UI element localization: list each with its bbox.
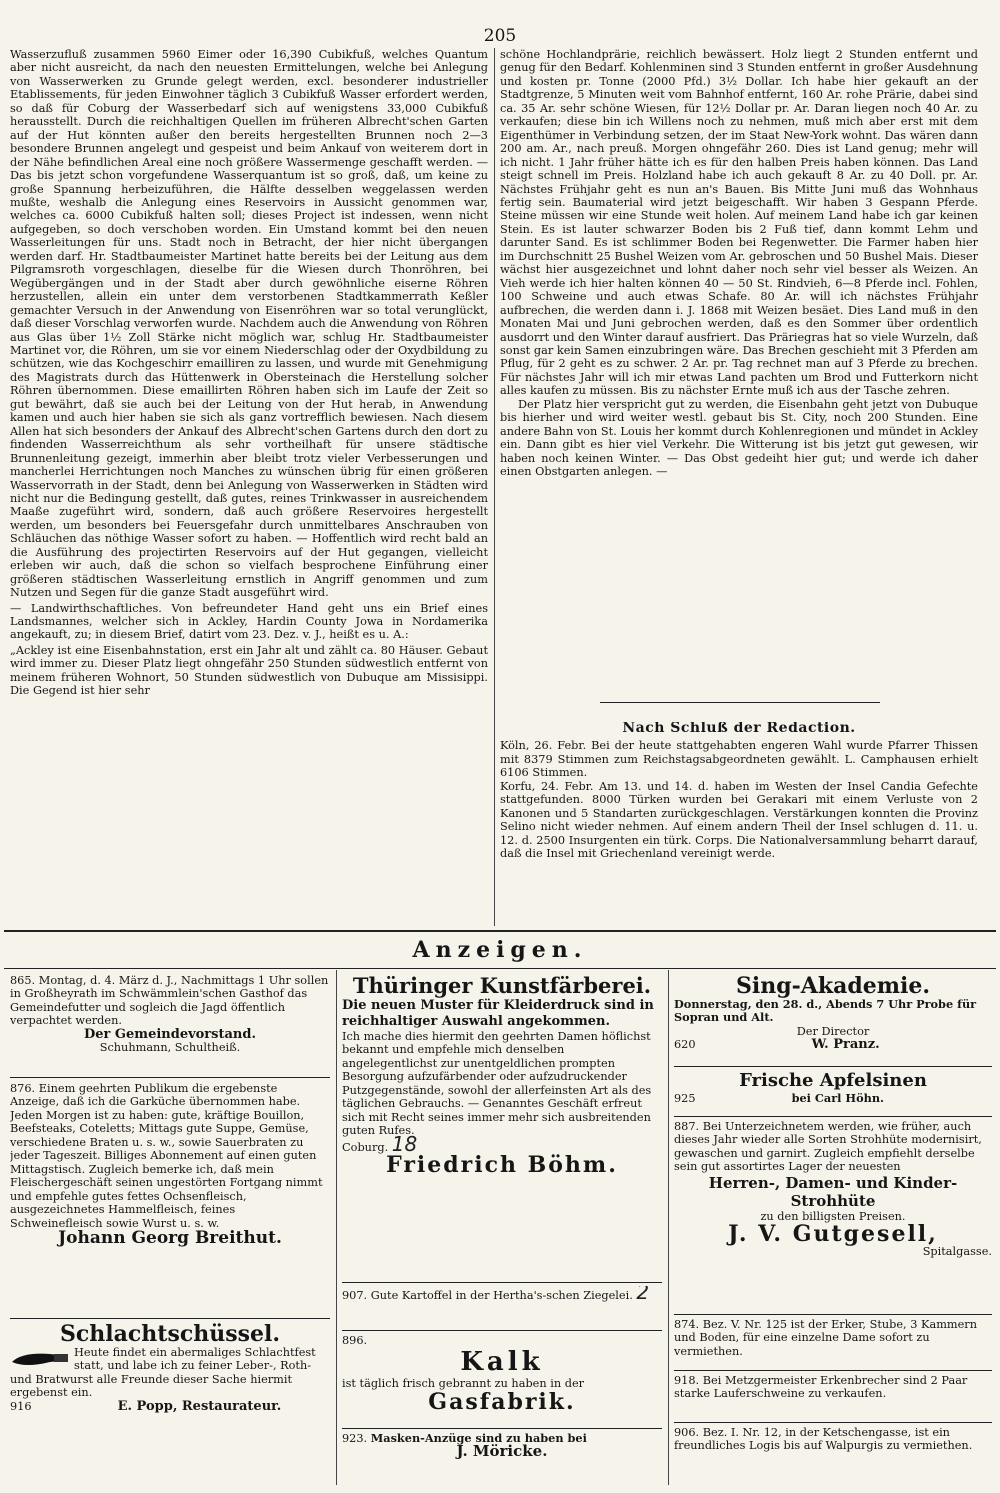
- ad-title: Frische Apfelsinen: [739, 1070, 927, 1091]
- ad-separator: [674, 1370, 992, 1371]
- ad-906: [674, 1426, 992, 1486]
- ad-text: bei Carl Höhn.: [791, 1091, 884, 1105]
- ad-separator: [342, 1330, 662, 1331]
- ad-separator: [674, 1314, 992, 1315]
- ad-title: Thüringer Kunstfärberei.: [352, 974, 652, 998]
- ad-text: Bei Metzgermeister Erkenbrecher sind 2 Paar starke Lauferschweine zu verkaufen.: [674, 1374, 968, 1401]
- ad-text: Ich mache dies hiermit den geehrten Damen höflichst bekannt und empfehle mich denselben angelegentlichst zur unentgeldlichen prompten Besorgung aufzufärbender oder aufzudruckender Putzgegenstände, sowohl der allerfeinsten Art als des täglichen Gebrauchs. — Genanntes Geschäft erfreut sich mit Recht seines immer mehr sich ausbreitenden guten Rufes.: [342, 1030, 652, 1138]
- knife-illustration-icon: [10, 1346, 70, 1372]
- ad-signer: Der Gemeindevorstand.: [84, 1026, 256, 1042]
- letter-ending: Der Platz hier verspricht gut zu werden, die Eisenbahn geht jetzt von Dubuque bis hierher und wird weiter westl. gebaut bis St. City, noch 200 Stunden. Eine andere Bahn von St. Louis her kommt durch Kohlenregionen und mündet in Ackley ein. Dann gibt es hier viel Verkehr. Die Witterung ist bis jetzt gut gewesen, wir haben noch keinen Winter. — Das Obst gedeiht hier gut; und werde ich daher einen Obstgarten anlegen. —: [500, 397, 978, 479]
- ad-876: [10, 1082, 330, 1314]
- ad-887: [674, 1120, 992, 1312]
- ad-text: Bez. I. Nr. 12, in der Ketschengasse, ist ein freundliches Logis bis auf Walpurgis zu vermiethen.: [674, 1426, 973, 1453]
- ad-sing-akademie: [674, 974, 992, 1066]
- ad-separator: [674, 1066, 992, 1067]
- ad-text: Donnerstag, den 28. d., Abends 7 Uhr Probe für Sopran und Alt.: [674, 997, 977, 1025]
- ad-signer: J. V. Gutgesell,: [728, 1221, 938, 1248]
- news-koeln: Köln, 26. Febr. Bei der heute stattgehabten engeren Wahl wurde Pfarrer Thissen mit 8379 Stimmen zum Reichstagsabgeordneten gewählt. L. Camphausen erhielt 6106 Stimmen.: [500, 739, 978, 780]
- ad-title: Schlachtschüssel.: [60, 1322, 280, 1347]
- ad-number: 896.: [342, 1334, 368, 1347]
- redaction-section: [500, 722, 978, 926]
- ads-heading: Anzeigen.: [412, 937, 588, 963]
- article-column-left: [10, 48, 488, 924]
- ad-signer: Johann Georg Breithut.: [58, 1227, 282, 1248]
- handwritten-number: 18: [391, 1131, 418, 1156]
- ad-text: Bez. V. Nr. 125 ist der Erker, Stube, 3 Kammern und Boden, für eine einzelne Dame sofort zu vermiethen.: [674, 1318, 977, 1358]
- ad-lead: Die neuen Muster für Kleiderdruck sind in reichhaltiger Auswahl angekommen.: [342, 998, 654, 1029]
- ad-number: 925: [674, 1092, 696, 1105]
- ad-865: [10, 974, 330, 1074]
- ad-number: 876.: [10, 1082, 36, 1095]
- handwritten-number: 2: [636, 1286, 650, 1304]
- ad-number: 620: [674, 1038, 696, 1052]
- ad-faerberei: [342, 974, 662, 1284]
- ad-number: 923.: [342, 1432, 368, 1445]
- ad-separator: [10, 1318, 330, 1319]
- ad-separator: [674, 1116, 992, 1117]
- ad-text: Montag, d. 4. März d. J., Nachmittags 1 Uhr sollen in Großheyrath im Schwämmlein'schen Gasthof das Gemeindefutter und sogleich die Jagd öffentlich verpachtet werden.: [10, 974, 329, 1028]
- ad-signer: W. Pranz.: [811, 1037, 880, 1053]
- ad-text: Einem geehrten Publikum die ergebenste Anzeige, daß ich die Garküche übernommen habe. Jeden Morgen ist zu haben: gute, kräftige Bouillon, Beefsteaks, Coteletts; Mittags gute Suppe, Gemüse, verschiedene Braten u. s. w., sowie Sauerbraten zu jeder Tageszeit. Billiges Abonnement auf einen guten Mittagstisch. Zugleich bemerke ich, daß mein Fleischergeschäft seinen ungestörten Fortgang nimmt und empfehle gutes fettes Ochsenfleisch, ausgezeichnetes Hammelfleisch, feines Schweinefleisch sowie Wurst u. s. w.: [10, 1082, 323, 1230]
- ad-text: Bei Unterzeichnetem werden, wie früher, auch dieses Jahr wieder alle Sorten Strohhüte modernisirt, gewaschen und garnirt. Zugleich empfiehlt derselbe sein gut assortirtes Lager der neuesten: [674, 1120, 982, 1174]
- ad-number: 907.: [342, 1289, 368, 1302]
- ads-divider-left: [336, 970, 337, 1485]
- ad-place: Coburg.: [342, 1140, 389, 1154]
- ad-number: 865.: [10, 974, 36, 987]
- ad-number: 906.: [674, 1426, 700, 1439]
- ad-signer: J. Möricke.: [456, 1442, 548, 1461]
- ad-separator: [342, 1428, 662, 1429]
- redaction-heading: Nach Schluß der Redaction.: [622, 722, 856, 736]
- ad-text: Gute Kartoffel in der Hertha's-schen Ziegelei.: [370, 1289, 633, 1302]
- ad-text-2: zu den billigsten Preisen.: [760, 1209, 906, 1223]
- letter-continuation: schöne Hochlandprärie, reichlich bewässert. Holz liegt 2 Stunden entfernt und genug für den Bedarf. Kohlenminen sind 3 Stunden entfernt in großer Ausdehnung und kosten pr. Tonne (2000 Pfd.) 3½ Dollar. Ich habe hier gekauft an der Stadtgrenze, 5 Minuten weit vom Bahnhof entfernt, 160 Ar. rohe Prärie, dabei sind ca. 35 Ar. sehr schöne Wiesen, für 12½ Dollar pr. Ar. Daran liegen noch 40 Ar. zu verkaufen; diese bin ich Willens noch zu nehmen, muß mich aber erst mit dem Eigenthümer in Verbindung setzen, der im Staat New-York wohnt. Das wären dann 200 am. Ar., nach preuß. Morgen ohngefähr 260. Dies ist Land genug; mehr will ich nicht. 1 Jahr früher hätte ich es für den halben Preis haben können. Das Land steigt schnell im Preis. Holzland habe ich auch gekauft 8 Ar. zu 40 Doll. pr. Ar. Nächstes Frühjahr geht es nun an's Bauen. Bis Mitte Juni muß das Wohnhaus fertig sein. Baumaterial wird jetzt beigeschafft. Wir haben 3 Gespann Pferde. Steine müssen wir eine Stunde weit holen. Auf meinem Land habe ich gar keinen Stein. Es ist lauter schwarzer Boden bis 2 Fuß tief, dann kommt Lehm und darunter Sand. Es ist schlimmer Boden bei Regenwetter. Die Farmer haben hier im Durchschnitt 25 Bushel Weizen vom Ar. gebroschen und 50 Bushel Mais. Dieser wächst hier ausgezeichnet und lohnt daher noch sehr viel besser als Weizen. An Vieh werde ich hier halten können 40 — 50 St. Rindvieh, 6—8 Pferde incl. Fohlen, 100 Schweine und auch etwas Schafe. 80 Ar. will ich nächstes Frühjahr aufbrechen, die werden dann i. J. 1868 mit Weizen besäet. Dies Land muß in den Monaten Mai und Juni gebrochen werden, daß es den Sommer über ordentlich ausdorrt und den Winter darauf ausfriert. Das Präriegras hat so viele Wurzeln, daß sonst gar kein Samen einzubringen wäre. Das Brechen geschieht mit 3 Pferden am Pflug, für 2 geht es zu schwer. 2 Ar. pr. Tag rechnet man auf 3 Pferde zu brechen. Für nächstes Jahr will ich mir etwas Land pachten um Brod und Futterkorn nicht alles kaufen zu müssen. Bis zu nächster Ernte muß ich aus der Tasche zehren.: [500, 48, 978, 398]
- ad-title: Kalk: [460, 1347, 544, 1378]
- ad-896: [342, 1334, 662, 1426]
- ad-text: ist täglich frisch gebrannt zu haben in der: [342, 1377, 585, 1391]
- ad-text: Heute findet ein abermaliges Schlachtfest statt, und labe ich zu feiner Leber-, Roth- und Bratwurst alle Freunde dieser Sache hiermit ergebenst ein.: [10, 1346, 316, 1400]
- ad-916: [10, 1322, 330, 1486]
- ad-number: 918.: [674, 1374, 700, 1387]
- ad-925: [674, 1070, 992, 1114]
- ad-number: 874.: [674, 1318, 700, 1331]
- ad-923: [342, 1432, 662, 1486]
- page-number: 205: [483, 26, 517, 46]
- ads-top-rule: [4, 930, 996, 932]
- ad-918: [674, 1374, 992, 1420]
- column-divider: [494, 48, 495, 926]
- ad-title: Sing-Akademie.: [736, 974, 930, 999]
- ads-divider-right: [668, 970, 669, 1485]
- redaction-rule: [600, 702, 880, 703]
- ad-907: [342, 1286, 662, 1326]
- ad-signer: Friedrich Böhm.: [386, 1152, 618, 1179]
- ads-heading-rule: [4, 968, 996, 969]
- ad-text: Masken-Anzüge sind zu haben bei: [370, 1432, 587, 1445]
- ad-separator: [10, 1077, 330, 1078]
- news-korfu: Korfu, 24. Febr. Am 13. und 14. d. haben im Westen der Insel Candia Gefechte stattgefunden. 8000 Türken wurden bei Gerakari mit einem Verluste von 2 Kanonen und 5 Standarten zurückgeschlagen. Verstärkungen konnten die Provinz Selino nicht wieder nehmen. Auf einem andern Theil der Insel schlugen d. 11. u. 12. d. 2500 Insurgenten ein türk. Corps. Die Nationalversammlung beharrt darauf, daß die Insel mit Griechenland vereinigt werde.: [500, 779, 978, 861]
- ad-director-label: Der Director: [796, 1024, 870, 1038]
- ad-lead: Herren-, Damen- und Kinder-Strohhüte: [708, 1173, 958, 1210]
- letter-quote-start: „Ackley ist eine Eisenbahnstation, erst ein Jahr alt und zählt ca. 80 Häuser. Gebaut wird immer zu. Dieser Platz liegt ohngefähr 250 Stunden südwestlich entfernt von meinem früheren Wohnort, 50 Stunden südwestlich von Dubuque am Missisippi. Die Gegend ist hier sehr: [10, 643, 488, 698]
- ad-number: 916: [10, 1399, 32, 1413]
- ad-place: Spitalgasse.: [922, 1245, 992, 1259]
- ad-874: [674, 1318, 992, 1368]
- ad-signer-name: Schuhmann, Schultheiß.: [99, 1041, 241, 1055]
- ad-number: 887.: [674, 1120, 700, 1133]
- article-agriculture-intro: — Landwirthschaftliches. Von befreundeter Hand geht uns ein Brief eines Landsmannes, welcher sich in Ackley, Hardin County Jowa in Nordamerika angekauft, zu; in diesem Brief, datirt vom 23. Dez. v. J., heißt es u. A.:: [10, 601, 488, 642]
- article-column-right: [500, 48, 978, 688]
- ad-separator: [674, 1422, 992, 1423]
- ad-signer: E. Popp, Restaurateur.: [117, 1398, 282, 1414]
- article-water-supply: Wasserzufluß zusammen 5960 Eimer oder 16,390 Cubikfuß, welches Quantum aber nicht ausreicht, da nach den neuesten Ermittelungen, welche bei Anlegung von Wasserwerken zu Grunde gelegt werden, excl. besonderer industrieller Etablissements, für jeden Einwohner täglich 3 Cubikfuß Wasser erfordert werden, so daß für Coburg der Wasserbedarf sich auf wenigstens 33,000 Cubikfuß herausstellt. Durch die reichhaltigen Quellen im früheren Albrecht'schen Garten auf der Hut könnten außer den bereits hergestellten Brunnen noch 2—3 besondere Brunnen angelegt und gespeist und beim Ankauf von weiterem dort in der Nähe befindlichen Areal eine noch größere Wassermenge geschafft werden. — Das bis jetzt schon vorgefundene Wasserquantum ist so groß, daß, um keine zu große Spannung herbeizuführen, die Hälfte desselben weggelassen werden mußte, weshalb die Anlegung eines Reservoirs in Aussicht genommen war, welches ca. 6000 Cubikfuß halten soll; dieses Project ist indessen, wenn nicht aufgegeben, so doch verschoben worden. Ein Umstand kommt bei den neuen Wasserleitungen für uns. Stadt noch in Betracht, der hier nicht übergangen werden darf. Hr. Stadtbaumeister Martinet hatte bereits bei der Leitung aus dem Pilgramsroth vorgeschlagen, dieselbe für die Wiesen durch Thonröhren, bei Wegübergängen und in der Stadt aber durch gewöhnliche eiserne Röhren herzustellen, allein ein unter dem verstorbenen Stadtkammerrath Keßler gemachter Versuch in der Anwendung von Eisenröhren war so total verunglückt, daß dieser Vorschlag verworfen wurde. Nachdem auch die Anwendung von Röhren aus Glas über 1½ Zoll Stärke nicht möglich war, schlug Hr. Stadtbaumeister Martinet vor, die Röhren, um sie vor einem Niederschlag oder der Oxydbildung zu schützen, wie das Kochgeschirr emailliren zu lassen, und wurde mit Genehmigung des Magistrats durch das Hüttenwerk in Obersteinach die Herstellung solcher Röhren übernommen. Diese emaillirten Röhren haben sich im Laufe der Zeit so gut bewährt, daß sie auch bei der Leitung von der Hut herab, in Anwendung kamen und auch hier haben sie sich als ganz vortrefflich bewiesen. Nach diesem Allen hat sich besonders der Ankauf des Albrecht'schen Gartens durch den dort zu findenden Wasserreichthum als sehr vortheilhaft für unsere städtische Brunnenleitung gezeigt, immerhin aber bleibt trotz vieler Verbesserungen und mancherlei Herrichtungen noch Manches zu wünschen übrig für einen größeren Wasservorrath in der Stadt, denn bei Anlegung von Wasserwerken in Städten wird nicht nur die Bedingung gestellt, daß gutes, reines Trinkwasser in ausreichendem Maaße zugeführt wird, sondern, daß auch größere Reservoires hergestellt werden, um besonders bei Feuersgefahr durch unmittelbares Anschrauben von Schläuchen das nöthige Wasser sofort zu haben. — Hoffentlich wird recht bald an die Ausführung des projectirten Reservoirs auf der Hut gegangen, vielleicht erleben wir auch, daß die schon so vielfach besprochene Einführung einer größeren städtischen Wasserleitung ernstlich in Angriff genommen und zum Nutzen und Segen für die ganze Stadt ausgeführt wird.: [10, 48, 488, 600]
- ad-signer: Gasfabrik.: [428, 1388, 576, 1415]
- ad-separator: [342, 1282, 662, 1283]
